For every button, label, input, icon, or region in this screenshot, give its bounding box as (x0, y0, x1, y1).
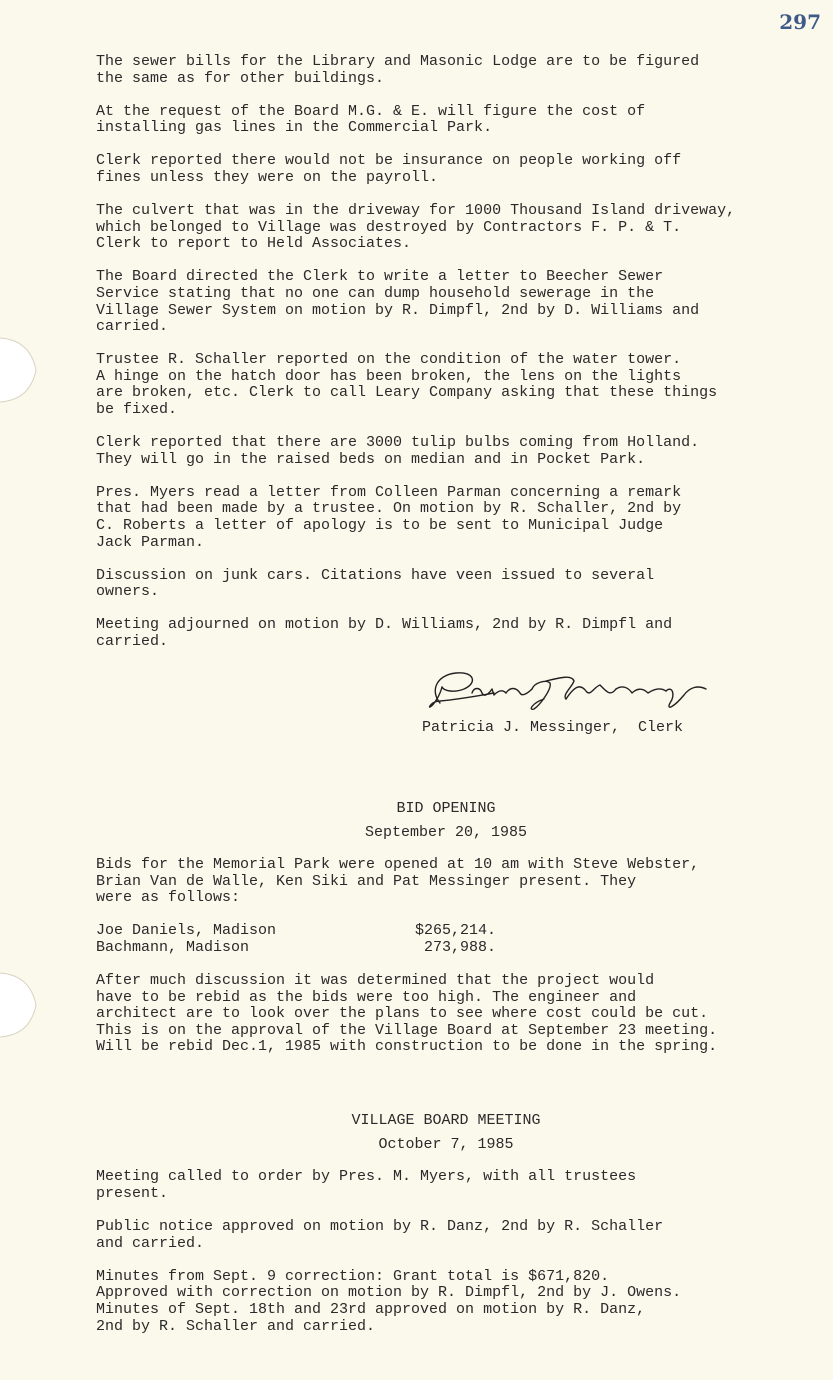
page-number: 297 (779, 10, 821, 34)
signature-block (422, 665, 752, 736)
binder-hole-mark (0, 330, 40, 410)
minutes-paragraph: Clerk reported there would not be insurance on people working off fines unless they were on the payroll. (96, 152, 682, 186)
board-meeting-section (96, 1112, 796, 1335)
bid-row (96, 940, 796, 957)
bid-amount: 273,988. (423, 938, 496, 956)
minutes-paragraph: Meeting adjourned on motion by D. Williams, 2nd by R. Dimpfl and carried. (96, 616, 673, 650)
section-title: BID OPENING (396, 800, 496, 818)
signatory-name: Patricia J. Messinger, Clerk (422, 719, 684, 737)
minutes-paragraph: The culvert that was in the driveway for 1000 Thousand Island driveway, which belonged to Village was destroyed by Contractors F. P. & T. Clerk to report to Held Associates. (96, 202, 736, 253)
minutes-paragraph: Meeting called to order by Pres. M. Myers, with all trustees present. (96, 1168, 637, 1203)
minutes-paragraph: At the request of the Board M.G. & E. will figure the cost of installing gas lines in the Commercial Park. (96, 102, 646, 137)
minutes-paragraph: Bids for the Memorial Park were opened at 10 am with Steve Webster, Brian Van de Walle, Ken Siki and Pat Messinger present. They were as follows: (96, 856, 700, 907)
minutes-paragraph: Discussion on junk cars. Citations have veen issued to several owners. (96, 566, 655, 601)
section-date: September 20, 1985 (364, 824, 528, 842)
minutes-paragraph: Public notice approved on motion by R. Danz, 2nd by R. Schaller and carried. (96, 1218, 664, 1252)
minutes-paragraph: The sewer bills for the Library and Masonic Lodge are to be figured the same as for other buildings. (96, 53, 700, 87)
bid-amount: $265,214. (414, 922, 496, 940)
section-date: October 7, 1985 (378, 1136, 514, 1154)
bid-row (96, 923, 796, 940)
minutes-paragraph: After much discussion it was determined that the project would have to be rebid as the bids were too high. The engineer and architect are to look over the plans to see where cost could be cut. This is on the approval of the Village Board at September 23 meeting. Will be rebid Dec.1, 1985 with construction to be done in the spring. (96, 972, 718, 1056)
minutes-paragraph: The Board directed the Clerk to write a letter to Beecher Sewer Service stating that no one can dump household sewerage in the Village Sewer System on motion by R. Dimpfl, 2nd by D. Williams and carried. (96, 268, 700, 336)
handwritten-signature (422, 665, 722, 719)
minutes-paragraph: Clerk reported that there are 3000 tulip bulbs coming from Holland. They will go in the raised beds on median and in Pocket Park. (96, 434, 700, 468)
bid-list (96, 923, 796, 956)
minutes-paragraph: Pres. Myers read a letter from Colleen Parman concerning a remark that had been made by a trustee. On motion by R. Schaller, 2nd by C. Roberts a letter of apology is to be sent to Municipal Judge Jack Parman. (96, 483, 682, 551)
section-title: VILLAGE BOARD MEETING (351, 1112, 541, 1130)
minutes-paragraph: Minutes from Sept. 9 correction: Grant total is $671,820. Approved with correction on motion by R. Dimpfl, 2nd by J. Owens. Minutes of Sept. 18th and 23rd approved on motion by R. Danz, 2nd by R. Schaller and carried. (96, 1267, 682, 1335)
minutes-continued-section (96, 54, 796, 651)
binder-hole-mark (0, 965, 40, 1045)
minutes-paragraph: Trustee R. Schaller reported on the condition of the water tower. A hinge on the hatch door has been broken, the lens on the lights are broken, etc. Clerk to call Leary Company asking that these things be fixed. (96, 351, 718, 418)
bidder-name: Bachmann, Madison (96, 938, 250, 956)
bidder-name: Joe Daniels, Madison (96, 922, 277, 940)
minutes-document (96, 54, 796, 1352)
bid-opening-section (96, 800, 796, 1056)
